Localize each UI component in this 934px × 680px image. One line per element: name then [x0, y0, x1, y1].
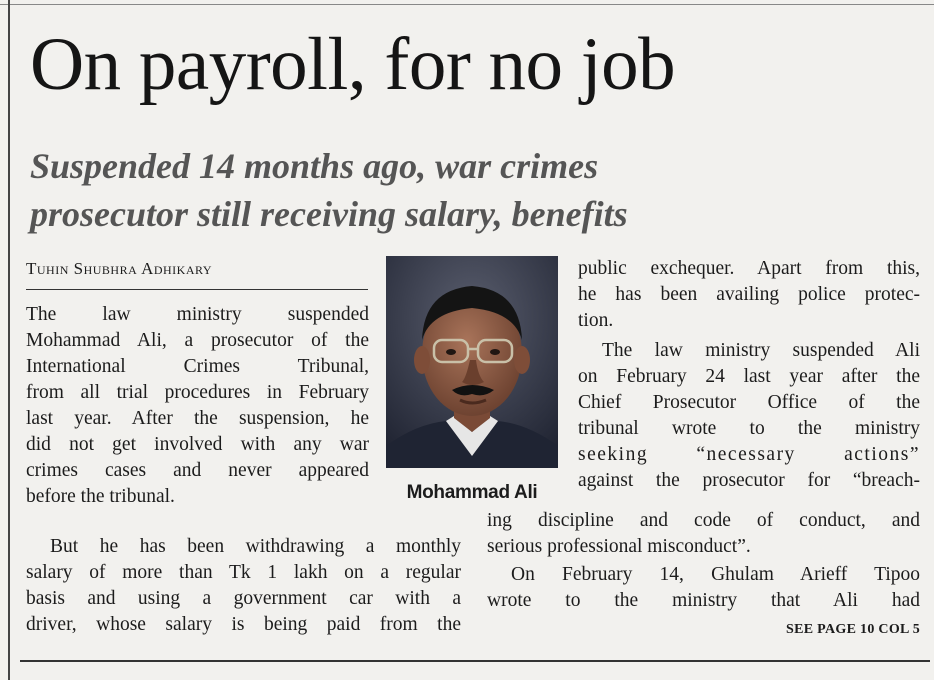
text-line: driver, whose salary is being paid from the	[26, 614, 461, 635]
text-line: tribunal wrote to the ministry	[578, 418, 920, 439]
headline: On payroll, for no job	[30, 23, 676, 106]
subheadline-line: Suspended 14 months ago, war crimes	[30, 146, 599, 186]
text-line: The law ministry suspended	[26, 304, 369, 325]
text-line: ing discipline and code of conduct, and	[487, 510, 920, 531]
text-line: salary of more than Tk 1 lakh on a regular	[26, 562, 461, 583]
text-line: before the tribunal.	[26, 486, 175, 507]
text-line: crimes cases and never appeared	[26, 460, 369, 481]
text-line: public exchequer. Apart from this,	[578, 258, 920, 279]
top-rule	[0, 4, 934, 5]
text-line: last year. After the suspension, he	[26, 408, 369, 429]
text-line: But he has been withdrawing a monthly	[50, 536, 461, 557]
paragraph	[26, 302, 369, 510]
text-line: on February 24 last year after the	[578, 366, 920, 387]
portrait-image	[386, 256, 558, 468]
text-line: tion.	[578, 310, 614, 331]
text-line: from all trial procedures in February	[26, 382, 369, 403]
portrait-photo	[386, 256, 558, 468]
text-line: did not get involved with any war	[26, 434, 369, 455]
text-line: serious professional misconduct”.	[487, 536, 751, 557]
paragraph	[487, 508, 920, 560]
byline-rule	[26, 289, 368, 290]
text-line: seeking “necessary actions”	[578, 444, 920, 465]
column-rule	[8, 0, 10, 680]
text-line: basis and using a government car with a	[26, 588, 461, 609]
text-line: On February 14, Ghulam Arieff Tipoo	[511, 564, 920, 585]
text-line: wrote to the ministry that Ali had	[487, 590, 920, 611]
paragraph	[578, 256, 920, 334]
paragraph	[487, 562, 920, 614]
subheadline-line: prosecutor still receiving salary, benefits	[30, 194, 628, 234]
text-line: he has been availing police protec-	[578, 284, 920, 305]
text-line: Chief Prosecutor Office of the	[578, 392, 920, 413]
paragraph	[578, 338, 920, 494]
text-line: against the prosecutor for “breach-	[578, 470, 920, 491]
bottom-rule	[20, 660, 930, 662]
byline: Tuhin Shubhra Adhikary	[26, 259, 213, 278]
photo-caption: Mohammad Ali	[406, 482, 538, 503]
text-line: International Crimes Tribunal,	[26, 356, 369, 377]
jump-line[interactable]: SEE PAGE 10 COL 5	[786, 622, 920, 637]
paragraph	[26, 534, 461, 638]
text-line: Mohammad Ali, a prosecutor of the	[26, 330, 369, 351]
subheadline	[30, 142, 850, 238]
text-line: The law ministry suspended Ali	[602, 340, 920, 361]
